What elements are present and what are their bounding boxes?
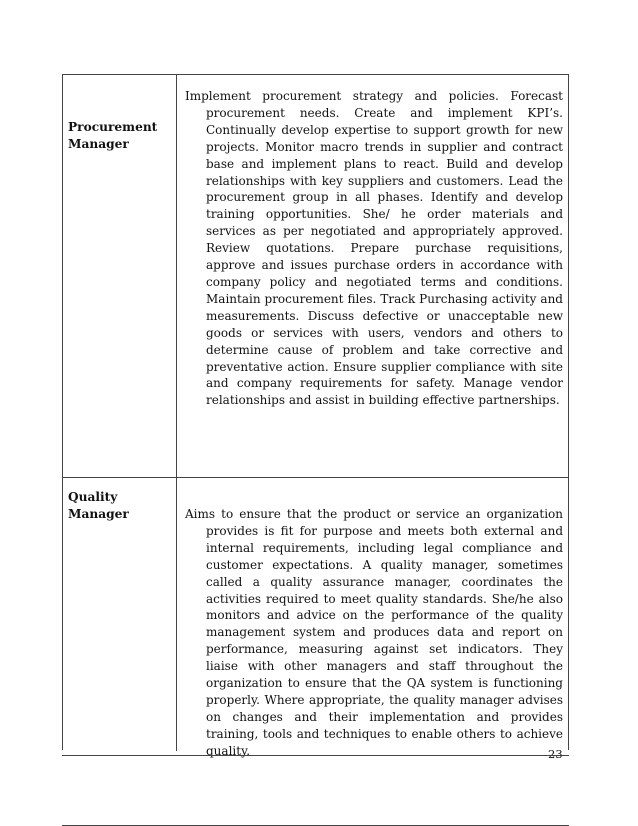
role-description: Implement procurement strategy and policies. Forecast procurement needs. Create and implement KPI’s. Continually develop expertise to support growth for new projects. Monitor macro trends in supplier and contract base and implement plans to react. Build and develop relationships with key suppliers and customers. Lead the procurement group in all phases. Identify and develop training opportunities. She/ he order materials and services as per negotiated and appropriately approved. Review quotations. Prepare purchase requisitions, approve and issues purchase orders in accordance with company policy and negotiated terms and conditions. Maintain procurement files. Track Purchasing activity and measurements. Discuss defective or unacceptable new goods or services with users, vendors and others to determine cause of problem and take corrective and preventative action. Ensure supplier compliance with site and company requirements for safety. Manage vendor relationships and assist in building effective partnerships. [185,89,563,408]
footer-rule [62,755,569,756]
column-divider [176,478,177,751]
column-divider [176,75,177,477]
table-row-procurement [63,75,568,478]
role-name: Procurement Manager [68,120,158,151]
role-description: Aims to ensure that the product or service an organization provides is fit for purpose and meets both external and internal requirements, including legal compliance and customer expectations. A quality manager, sometimes called a quality assurance manager, coordinates the activities required to meet quality standards. She/he also monitors and advice on the performance of the quality management system and produces data and report on performance, measuring against set indicators. They liaise with other managers and staff throughout the organization to ensure that the QA system is functioning properly. Where appropriate, the quality manager advises on changes and their implementation and provides training, tools and techniques to enable others to achieve quality. [185,507,563,758]
role-name: Quality Manager [68,490,129,521]
page-number: 23 [548,747,563,761]
